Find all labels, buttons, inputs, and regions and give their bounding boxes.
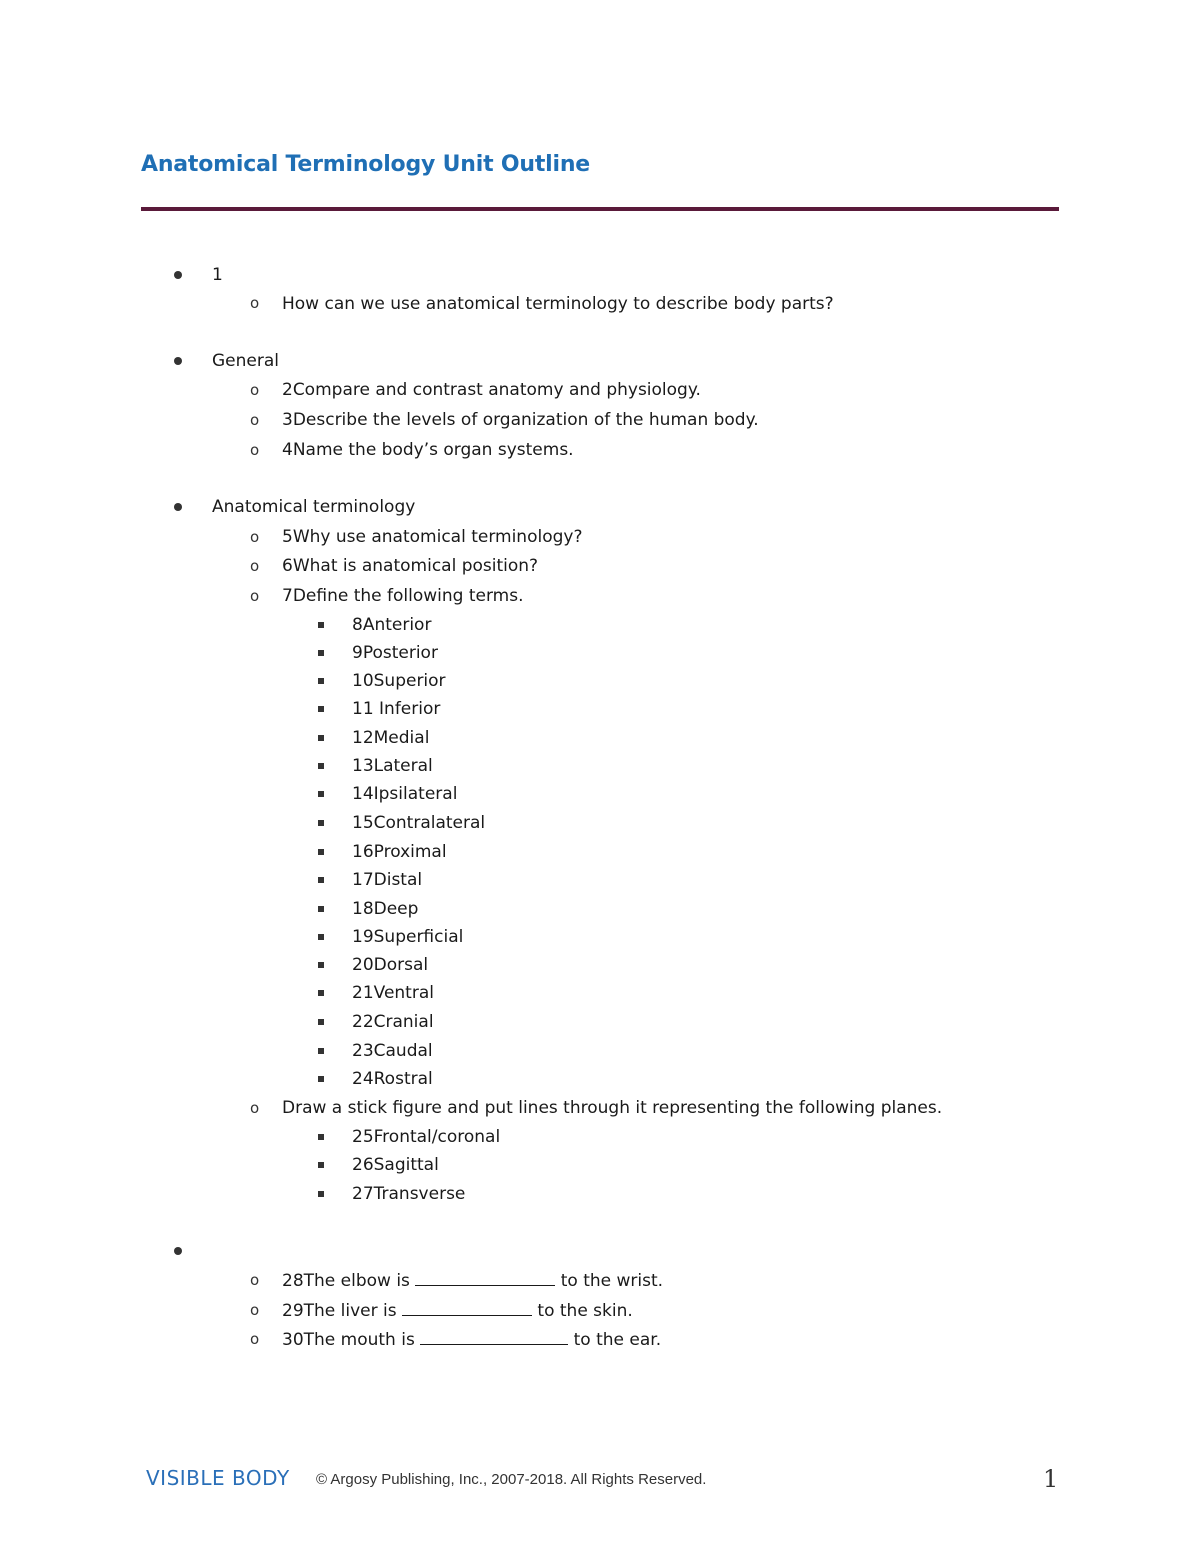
term-item: 10Superior — [352, 671, 446, 691]
bullet-circle: o — [250, 528, 260, 546]
bullet-square — [318, 706, 324, 712]
fill-in-prefix: 30The mouth is — [282, 1330, 415, 1350]
bullet-circle: o — [250, 441, 260, 459]
outline-item: 2Compare and contrast anatomy and physiology. — [282, 380, 701, 400]
plane-item: 27Transverse — [352, 1184, 466, 1204]
term-item: 17Distal — [352, 870, 423, 890]
bullet-square — [318, 678, 324, 684]
outline-item: 7Define the following terms. — [282, 586, 524, 606]
term-item: 11 Inferior — [352, 699, 441, 719]
term-item: 19Superficial — [352, 927, 464, 947]
bullet-square — [318, 990, 324, 996]
term-item: 20Dorsal — [352, 955, 429, 975]
bullet-square — [318, 1048, 324, 1054]
bullet-circle: o — [250, 1330, 260, 1348]
bullet-square — [318, 1076, 324, 1082]
bullet-square — [318, 962, 324, 968]
bullet-square — [318, 877, 324, 883]
term-item: 14Ipsilateral — [352, 784, 458, 804]
answer-blank[interactable] — [420, 1328, 568, 1345]
term-item: 22Cranial — [352, 1012, 434, 1032]
bullet-square — [318, 650, 324, 656]
fill-in-item — [282, 1269, 663, 1292]
fill-in-item — [282, 1299, 633, 1322]
outline-item: 6What is anatomical position? — [282, 556, 539, 576]
section-label: General — [212, 351, 279, 371]
bullet-square — [318, 735, 324, 741]
bullet-square — [318, 906, 324, 912]
term-item: 23Caudal — [352, 1041, 433, 1061]
fill-in-item — [282, 1328, 661, 1351]
bullet-circle: o — [250, 381, 260, 399]
fill-in-suffix: to the ear. — [573, 1330, 662, 1350]
bullet-dot — [174, 503, 182, 511]
bullet-square — [318, 791, 324, 797]
term-item: 12Medial — [352, 728, 430, 748]
bullet-circle: o — [250, 1301, 260, 1319]
outline-item: 3Describe the levels of organization of the human body. — [282, 410, 759, 430]
bullet-square — [318, 820, 324, 826]
term-item: 8Anterior — [352, 615, 432, 635]
outline-item: How can we use anatomical terminology to describe body parts? — [282, 294, 834, 314]
fill-in-prefix: 28The elbow is — [282, 1271, 410, 1291]
fill-in-suffix: to the skin. — [537, 1301, 633, 1321]
plane-item: 25Frontal/coronal — [352, 1127, 501, 1147]
term-item: 24Rostral — [352, 1069, 433, 1089]
page-number: 1 — [1043, 1465, 1059, 1493]
bullet-dot — [174, 271, 182, 279]
bullet-circle: o — [250, 1099, 260, 1117]
bullet-square — [318, 934, 324, 940]
term-item: 15Contralateral — [352, 813, 486, 833]
title-divider — [141, 207, 1059, 211]
fill-in-suffix: to the wrist. — [560, 1271, 664, 1291]
bullet-square — [318, 849, 324, 855]
bullet-dot — [174, 357, 182, 365]
bullet-square — [318, 1191, 324, 1197]
visible-body-logo: VISIBLE BODY — [146, 1466, 290, 1490]
answer-blank[interactable] — [402, 1299, 532, 1316]
section-label: 1 — [212, 265, 223, 285]
answer-blank[interactable] — [415, 1269, 555, 1286]
bullet-circle: o — [250, 411, 260, 429]
bullet-circle: o — [250, 557, 260, 575]
term-item: 13Lateral — [352, 756, 433, 776]
bullet-square — [318, 1162, 324, 1168]
outline-item: Draw a stick figure and put lines through it representing the following planes. — [282, 1098, 943, 1118]
term-item: 21Ventral — [352, 983, 434, 1003]
bullet-circle: o — [250, 587, 260, 605]
outline-item: 4Name the body’s organ systems. — [282, 440, 574, 460]
copyright-notice: © Argosy Publishing, Inc., 2007-2018. All Rights Reserved. — [316, 1471, 707, 1488]
fill-in-prefix: 29The liver is — [282, 1301, 397, 1321]
bullet-dot — [174, 1247, 182, 1255]
bullet-square — [318, 622, 324, 628]
term-item: 16Proximal — [352, 842, 447, 862]
bullet-circle: o — [250, 1271, 260, 1289]
plane-item: 26Sagittal — [352, 1155, 439, 1175]
bullet-circle: o — [250, 294, 260, 312]
bullet-square — [318, 1019, 324, 1025]
bullet-square — [318, 1134, 324, 1140]
term-item: 18Deep — [352, 899, 419, 919]
document-title: Anatomical Terminology Unit Outline — [141, 152, 591, 177]
term-item: 9Posterior — [352, 643, 438, 663]
section-label: Anatomical terminology — [212, 497, 416, 517]
outline-item: 5Why use anatomical terminology? — [282, 527, 583, 547]
bullet-square — [318, 763, 324, 769]
